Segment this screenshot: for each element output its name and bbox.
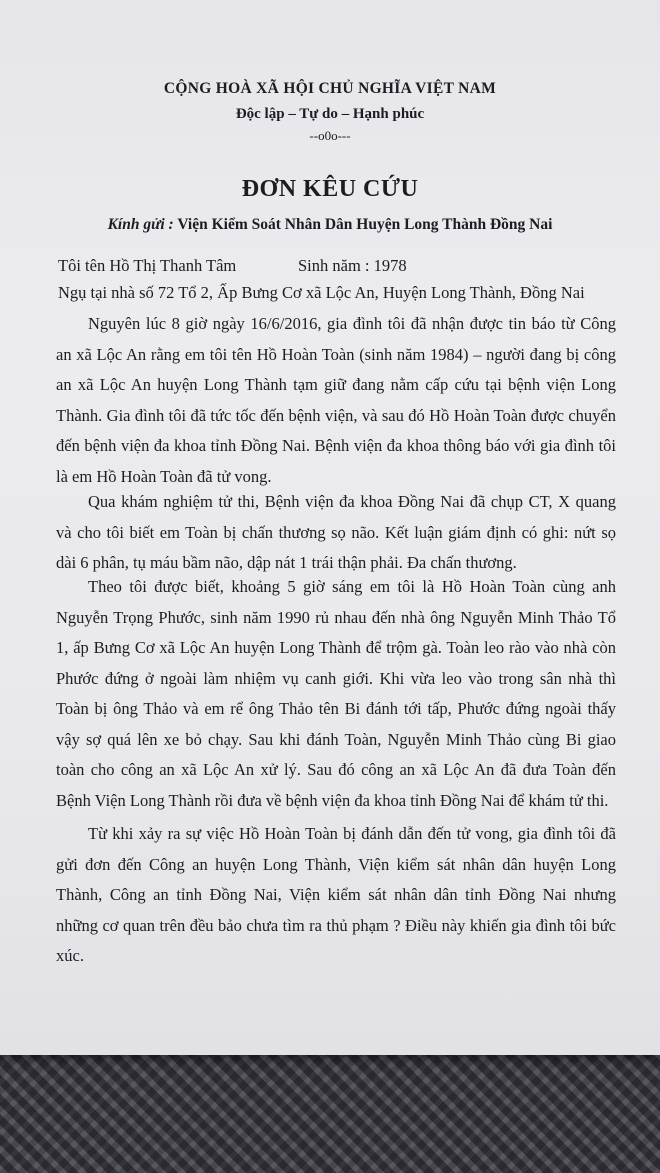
recipient-line bbox=[0, 216, 660, 234]
paragraph-line: đến bệnh viện đa khoa tỉnh Đồng Nai. Bệnh viện đa khoa thông báo với gia đình tôi bbox=[56, 436, 616, 455]
paragraph-line: Phước đứng ở ngoài làm nhiệm vụ canh giới. Khi vừa leo vào trong sân nhà thì bbox=[56, 668, 616, 688]
national-motto: Độc lập – Tự do – Hạnh phúc bbox=[235, 106, 425, 122]
paragraph-line: những cơ quan trên đều bảo chưa tìm ra thủ phạm ? Điều này khiến gia đình tôi bức bbox=[56, 915, 616, 935]
sender-birth-year: Sinh năm : 1978 bbox=[298, 256, 407, 275]
recipient-label: Kính gửi : bbox=[107, 216, 174, 233]
header-decoration: --o0o--- bbox=[309, 128, 351, 143]
paragraph-line: dài 6 phân, tụ máu bầm não, dập nát 1 trái thận phải. Đa chấn thương. bbox=[56, 553, 517, 572]
paragraph-line: Nguyên lúc 8 giờ ngày 16/6/2016, gia đình tôi đã nhận được tin báo từ Công bbox=[88, 314, 616, 333]
paragraph-line: 1, ấp Bưng Cơ xã Lộc An huyện Long Thành để trộm gà. Toàn leo rào vào nhà còn bbox=[56, 638, 616, 657]
paragraph-line: an xã Lộc An rằng em tôi tên Hồ Hoàn Toàn (sinh năm 1984) – người đang bị công bbox=[56, 344, 616, 364]
paragraph-line: xúc. bbox=[56, 946, 84, 965]
paragraph-line: Thành. Gia đình tôi đã tức tốc đến bệnh viện, và sau đó Hồ Hoàn Toàn được chuyển bbox=[56, 405, 616, 425]
paragraph-line: Toàn bị ông Thảo và em rể ông Thảo tên Bi đánh tới tấp, Phước đứng ngoài thấy bbox=[56, 699, 616, 718]
paragraph-line: an xã Lộc An huyện Long Thành tạm giữ đang nằm cấp cứu tại bệnh viện Long bbox=[56, 375, 616, 394]
paragraph-complaint bbox=[56, 819, 616, 972]
paragraph-line: Nguyễn Trọng Phước, sinh năm 1990 rủ nhau đến nhà ông Nguyễn Minh Thảo Tổ bbox=[56, 607, 616, 627]
recipient-name: Viện Kiểm Soát Nhân Dân Huyện Long Thành Đồng Nai bbox=[177, 216, 553, 233]
sender-name: Tôi tên Hồ Thị Thanh Tâm bbox=[58, 256, 237, 275]
paragraph-line: toàn cho công an xã Lộc An xử lý. Sau đó công an xã Lộc An đã đưa Toàn đến bbox=[56, 760, 616, 779]
document-title: ĐƠN KÊU CỨU bbox=[241, 176, 419, 202]
paragraph-account bbox=[56, 572, 616, 816]
paragraph-incident bbox=[56, 309, 616, 492]
paragraph-line: vậy sợ quá lên xe bỏ chạy. Sau khi đánh Toàn, Nguyễn Minh Thảo cùng Bi giao bbox=[56, 729, 616, 749]
paragraph-line: là em Hồ Hoàn Toàn đã tử vong. bbox=[56, 466, 272, 486]
paragraph-autopsy bbox=[56, 487, 616, 579]
paragraph-line: Qua khám nghiệm tử thi, Bệnh viện đa khoa Đồng Nai đã chụp CT, X quang bbox=[88, 492, 616, 511]
paragraph-line: Theo tôi được biết, khoảng 5 giờ sáng em tôi là Hồ Hoàn Toàn cùng anh bbox=[88, 577, 616, 596]
paragraph-line: Từ khi xảy ra sự việc Hồ Hoàn Toàn bị đánh dẫn đến tử vong, gia đình tôi đã bbox=[88, 824, 616, 843]
paragraph-line: gửi đơn đến Công an huyện Long Thành, Viện kiểm sát nhân dân huyện Long bbox=[56, 854, 616, 874]
national-title: CỘNG HOÀ XÃ HỘI CHỦ NGHĨA VIỆT NAM bbox=[163, 80, 497, 97]
sender-address: Ngụ tại nhà số 72 Tổ 2, Ấp Bưng Cơ xã Lộc An, Huyện Long Thành, Đồng Nai bbox=[58, 283, 585, 302]
paragraph-line: và cho tôi biết em Toàn bị chấn thương sọ não. Kết luận giám định có ghi: nứt sọ bbox=[56, 522, 616, 542]
paragraph-line: Thành, Công an tỉnh Đồng Nai, Viện kiểm sát nhân dân tỉnh Đồng Nai nhưng bbox=[56, 885, 616, 904]
paragraph-line: Bệnh Viện Long Thành rồi đưa về bệnh viện đa khoa tỉnh Đồng Nai để khám tử thi. bbox=[56, 790, 609, 810]
fabric-background bbox=[0, 1040, 660, 1173]
